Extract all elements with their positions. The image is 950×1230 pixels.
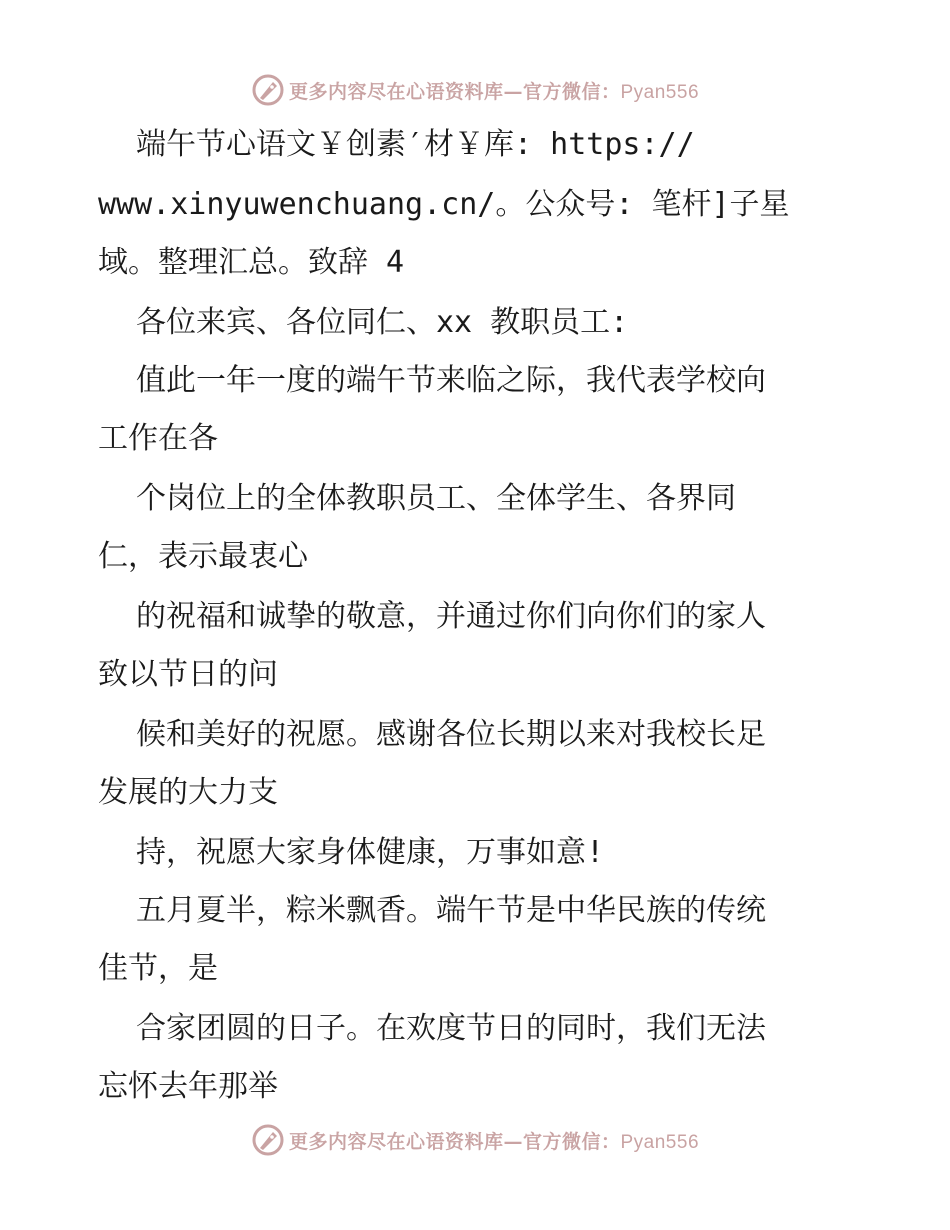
pen-nib-logo-icon — [251, 73, 285, 107]
pen-nib-logo-icon — [251, 1123, 285, 1157]
body-line: 值此一年一度的端午节来临之际，我代表学校向 — [136, 363, 766, 398]
body-line: 致以节日的问 — [98, 657, 278, 692]
body-line: 端午节心语文￥创素′材￥库: https:// — [136, 127, 695, 162]
body-line: 域。整理汇总。致辞 4 — [98, 245, 405, 280]
header-banner-text: 更多内容尽在心语资料库—官方微信：Pyan556 — [288, 80, 700, 103]
body-line: 佳节，是 — [98, 951, 218, 986]
body-line: 发展的大力支 — [98, 775, 278, 810]
body-line: 五月夏半，粽米飘香。端午节是中华民族的传统 — [136, 893, 766, 928]
body-line: 工作在各 — [98, 421, 218, 456]
footer-banner — [0, 1120, 950, 1160]
body-line: 持，祝愿大家身体健康，万事如意! — [136, 835, 605, 870]
body-line: 的祝福和诚挚的敬意，并通过你们向你们的家人 — [136, 599, 766, 634]
body-line: 仁，表示最衷心 — [98, 539, 308, 574]
body-line: 合家团圆的日子。在欢度节日的同时，我们无法 — [136, 1011, 766, 1046]
body-line: www.xinyuwenchuang.cn/。公众号: 笔杆]子星 — [98, 187, 790, 222]
body-line: 候和美好的祝愿。感谢各位长期以来对我校长足 — [136, 717, 766, 752]
footer-banner-text: 更多内容尽在心语资料库—官方微信：Pyan556 — [288, 1130, 700, 1153]
body-line: 个岗位上的全体教职员工、全体学生、各界同 — [136, 481, 736, 516]
header-banner — [0, 70, 950, 110]
body-line: 忘怀去年那举 — [98, 1069, 278, 1104]
body-line: 各位来宾、各位同仁、xx 教职员工: — [136, 305, 629, 340]
